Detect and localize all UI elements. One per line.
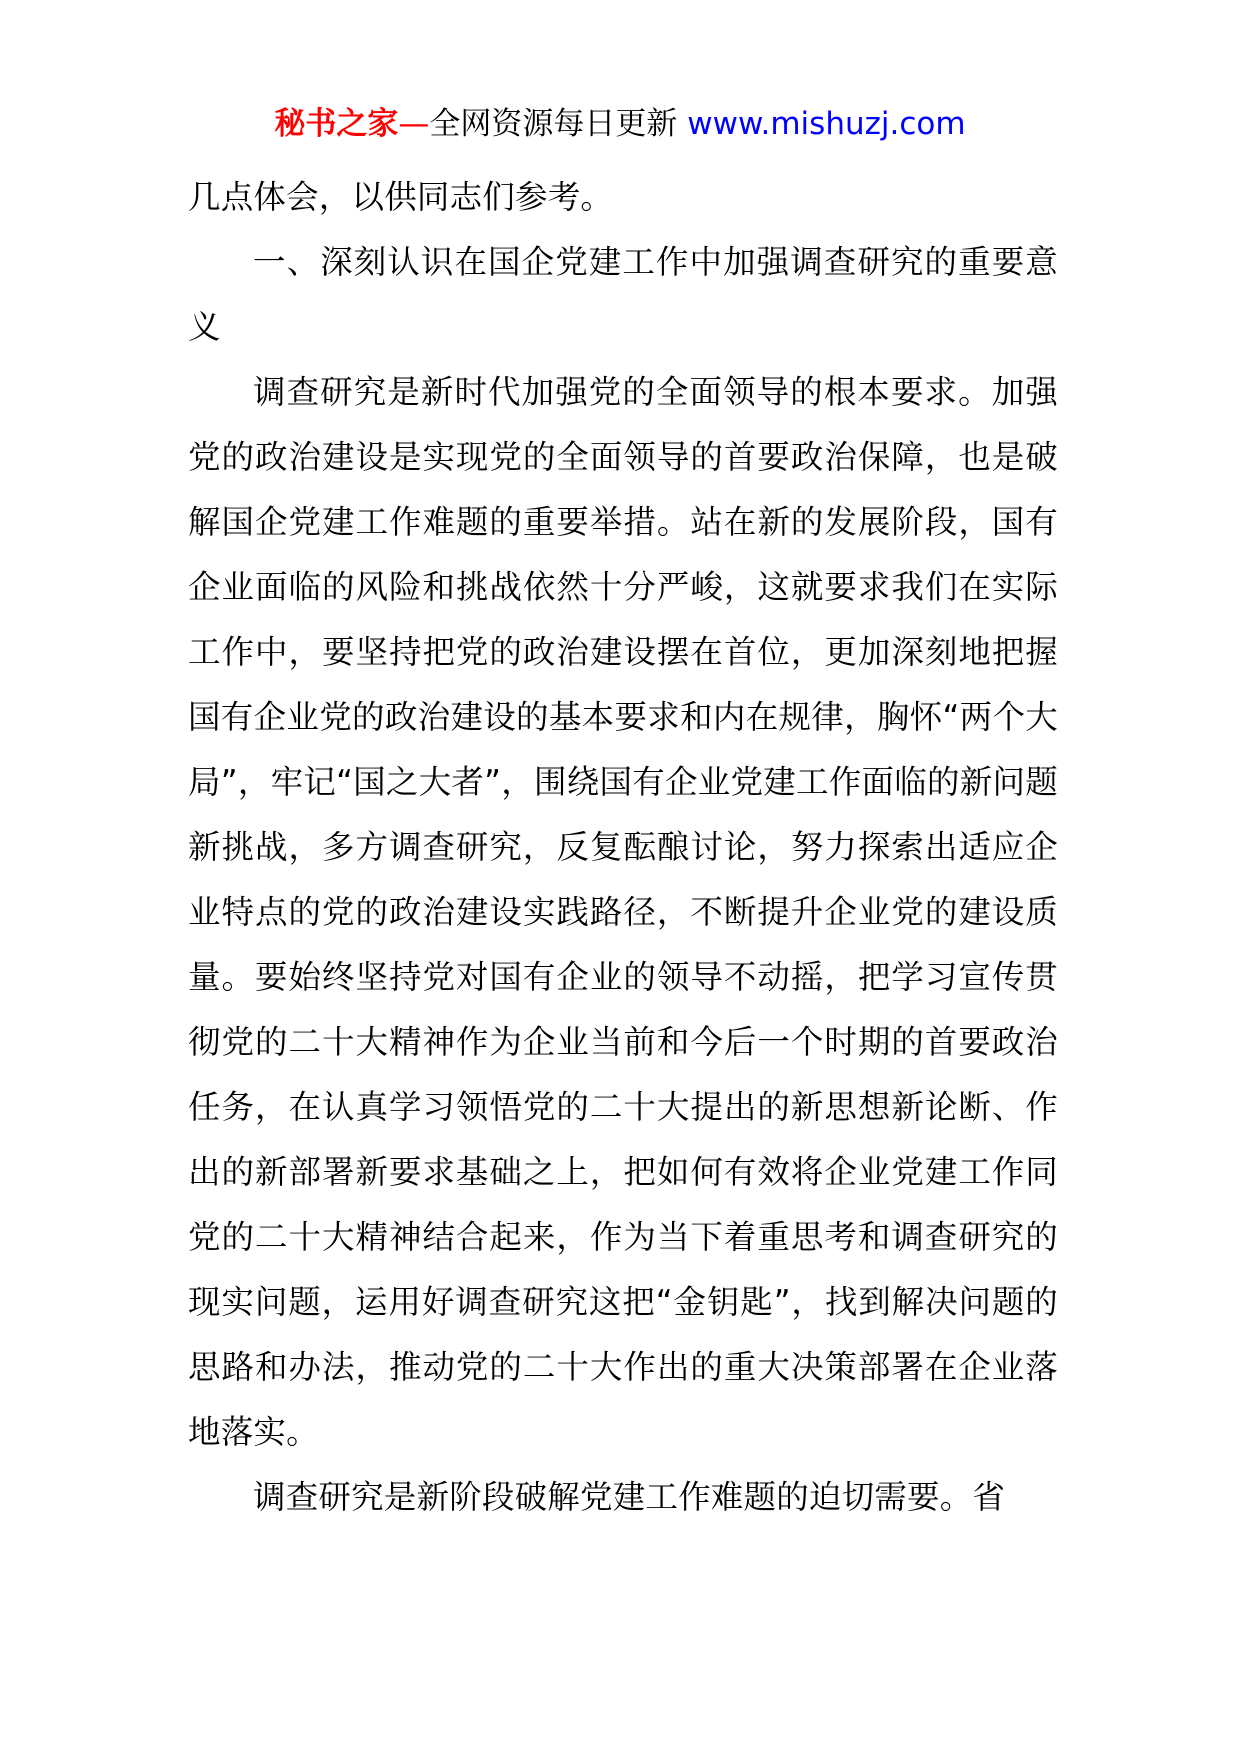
paragraph: 调查研究是新阶段破解党建工作难题的迫切需要。省 <box>253 1478 1006 1516</box>
site-header <box>0 102 1240 146</box>
document-body <box>188 165 1058 1530</box>
paragraph-continuation: 几点体会，以供同志们参考。 <box>188 178 614 216</box>
header-dash: — <box>398 106 430 142</box>
header-slogan: 全网资源每日更新 <box>429 106 688 142</box>
site-url-link[interactable]: www.mishuzj.com <box>687 106 966 142</box>
brand-name: 秘书之家 <box>274 106 399 142</box>
paragraph: 调查研究是新时代加强党的全面领导的根本要求。加强党的政治建设是实现党的全面领导的首要政治保障，也是破解国企党建工作难题的重要举措。站在新的发展阶段，国有企业面临的风险和挑战依然十分严峻，这就要求我们在实际工作中，要坚持把党的政治建设摆在首位，更加深刻地把握国有企业党的政治建设的基本要求和内在规律，胸怀“两个大局”，牢记“国之大者”，围绕国有企业党建工作面临的新问题新挑战，多方调查研究，反复酝酿讨论，努力探索出适应企业特点的党的政治建设实践路径，不断提升企业党的建设质量。要始终坚持党对国有企业的领导不动摇，把学习宣传贯彻党的二十大精神作为企业当前和今后一个时期的首要政治任务，在认真学习领悟党的二十大提出的新思想新论断、作出的新部署新要求基础之上，把如何有效将企业党建工作同党的二十大精神结合起来，作为当下着重思考和调查研究的现实问题，运用好调查研究这把“金钥匙”，找到解决问题的思路和办法，推动党的二十大作出的重大决策部署在企业落地落实。 <box>188 373 1058 1451</box>
section-heading: 一、深刻认识在国企党建工作中加强调查研究的重要意义 <box>188 243 1058 346</box>
